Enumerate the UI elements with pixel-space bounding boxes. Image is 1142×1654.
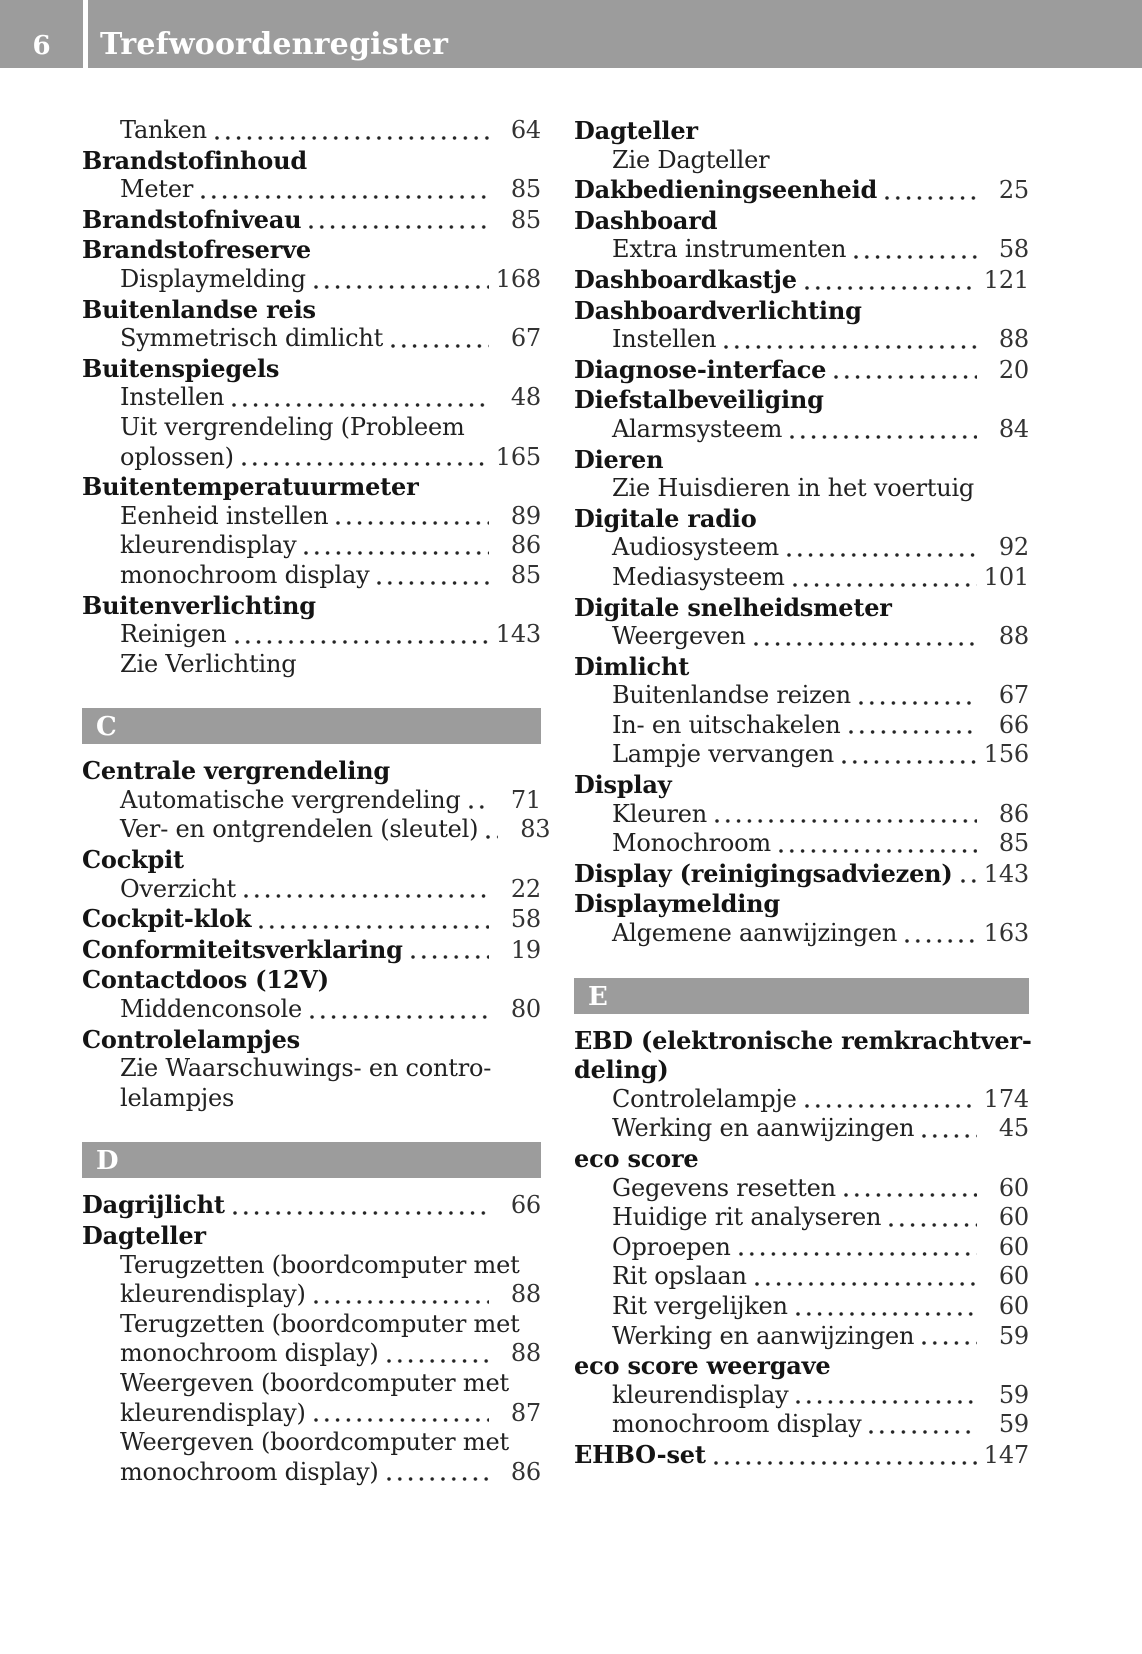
index-entry: [574, 1144, 1029, 1174]
index-entry: [574, 1322, 1029, 1352]
page-ref: 83: [520, 815, 551, 844]
index-entry: [82, 995, 541, 1025]
entry-text: Diefstalbeveiliging: [574, 385, 824, 415]
entry-text: Diagnose-interface: [574, 354, 827, 384]
entry-text: kleurendisplay): [120, 1280, 306, 1309]
page-header: [0, 0, 1142, 68]
section-letter: C: [96, 712, 117, 743]
dot-leader: [787, 553, 977, 557]
entry-text: Brandstofreserve: [82, 235, 311, 265]
index-entry: [82, 354, 541, 384]
index-entry: [574, 533, 1029, 563]
entry-text: Reinigen: [120, 620, 227, 649]
page-ref: 22: [510, 874, 541, 903]
page-ref: 60: [998, 1173, 1029, 1202]
entry-text: Oproepen: [612, 1232, 731, 1261]
index-entry: [82, 235, 541, 265]
dot-leader: [805, 286, 977, 290]
dot-leader: [232, 403, 489, 407]
entry-text: Digitale snelheidsmeter: [574, 592, 892, 622]
dot-leader: [859, 701, 977, 705]
index-entry: [574, 1025, 1032, 1056]
index-entry: [574, 1114, 1029, 1144]
entry-text: Tanken: [120, 116, 207, 144]
index-entry: [574, 1262, 1029, 1292]
dot-leader: [391, 344, 489, 348]
entry-text: Displaymelding: [120, 264, 306, 293]
entry-text: Controlelampjes: [82, 1024, 300, 1054]
index-entry: [82, 116, 541, 146]
dot-leader: [336, 521, 489, 525]
index-entry: [82, 295, 541, 325]
dot-leader: [304, 551, 489, 555]
entry-text: kleurendisplay: [612, 1380, 789, 1409]
entry-text: Centrale vergrendeling: [82, 756, 390, 786]
dot-leader: [314, 1300, 489, 1304]
index-entry: [574, 889, 1029, 919]
index-entry: [82, 935, 541, 966]
page-ref: 60: [998, 1203, 1029, 1232]
page-ref: 67: [998, 681, 1029, 710]
index-entry: [574, 563, 1029, 593]
entry-text: Dashboardkastje: [574, 264, 797, 294]
dot-leader: [793, 583, 977, 587]
dot-leader: [486, 835, 498, 839]
index-entry: [574, 1203, 1029, 1233]
entry-text: Weergeven: [612, 622, 746, 651]
page-ref: 165: [495, 442, 541, 471]
index-entry: [82, 413, 541, 443]
page-ref: 168: [495, 264, 541, 293]
entry-text: Cockpit: [82, 845, 184, 875]
index-entry: [574, 474, 1029, 504]
index-entry: [82, 1428, 541, 1458]
page-ref: 60: [998, 1291, 1029, 1320]
index-column-right: [574, 116, 1032, 1487]
dot-leader: [889, 1223, 977, 1227]
entry-text: Eenheid instellen: [120, 501, 329, 530]
dot-leader: [739, 1252, 977, 1256]
page-ref: 85: [510, 175, 541, 204]
entry-text: Buitenlandse reizen: [612, 681, 851, 710]
page-ref: 59: [998, 1321, 1029, 1350]
page-ref: 58: [510, 905, 541, 934]
page-ref: 88: [510, 1280, 541, 1309]
page-number-box: [0, 0, 83, 68]
index-entry: [574, 116, 1029, 146]
entry-text: monochroom display: [612, 1410, 862, 1439]
entry-text: Dashboard: [574, 205, 718, 235]
dot-leader: [842, 760, 977, 764]
entry-text: Display (reinigingsadviezen): [574, 858, 953, 888]
index-entry: [574, 829, 1029, 859]
index-entry: [574, 1292, 1029, 1322]
entry-text: monochroom display): [120, 1457, 379, 1486]
entry-text: Zie Verlichting: [120, 649, 297, 678]
page-ref: 85: [510, 205, 541, 234]
index-entry: [574, 681, 1029, 711]
index-entry: [82, 1369, 541, 1399]
dot-leader: [905, 939, 977, 943]
entry-text: Brandstofinhoud: [82, 145, 307, 175]
page-ref: 58: [998, 235, 1029, 264]
entry-text: Algemene aanwijzingen: [612, 919, 898, 948]
page-ref: 163: [983, 919, 1029, 948]
dot-leader: [387, 1477, 489, 1481]
entry-text: Dakbedieningseenheid: [574, 175, 878, 205]
dot-leader: [235, 640, 489, 644]
page-ref: 87: [510, 1398, 541, 1427]
page-ref: 45: [998, 1114, 1029, 1143]
index-entry: [82, 965, 541, 995]
index-entry: [574, 622, 1029, 652]
dot-leader: [779, 849, 977, 853]
index-entry: [574, 504, 1029, 534]
index-entry: [82, 472, 541, 502]
entry-text: Meter: [120, 175, 194, 204]
index-entry: [82, 1339, 541, 1369]
entry-text: EHBO-set: [574, 1439, 706, 1469]
entry-text: Display: [574, 770, 672, 800]
index-entry: [82, 786, 541, 816]
index-entry: [82, 443, 541, 473]
index-entry: [574, 235, 1029, 265]
entry-text: Rit opslaan: [612, 1262, 747, 1291]
entry-text: Terugzetten (boordcomputer met: [120, 1309, 520, 1338]
dot-leader: [754, 642, 977, 646]
index-entry: [82, 1458, 541, 1488]
entry-text: kleurendisplay: [120, 531, 297, 560]
page-ref: 88: [998, 622, 1029, 651]
index-entry: [82, 904, 541, 935]
dot-leader: [922, 1341, 977, 1345]
entry-text: In- en uitschakelen: [612, 710, 841, 739]
index-entry: [574, 1233, 1029, 1263]
entry-text: Conformiteitsverklaring: [82, 934, 403, 964]
index-entry: [574, 265, 1029, 296]
index-entry: [82, 324, 541, 354]
entry-text: EBD (elektronische remkrachtver-: [574, 1025, 1032, 1055]
dot-leader: [885, 196, 977, 200]
index-entry: [574, 770, 1029, 800]
entry-text: kleurendisplay): [120, 1398, 306, 1427]
entry-text: Buitentemperatuurmeter: [82, 472, 419, 502]
dot-leader: [796, 1312, 977, 1316]
index-entry: [574, 1085, 1029, 1115]
dot-leader: [834, 375, 977, 379]
entry-text: Dagrijlicht: [82, 1190, 225, 1220]
entry-text: Instellen: [612, 325, 717, 354]
dot-leader: [233, 1211, 489, 1215]
index-entry: [82, 265, 541, 295]
entry-text: Werking en aanwijzingen: [612, 1114, 915, 1143]
page-ref: 143: [495, 620, 541, 649]
index-entry: [82, 1251, 541, 1281]
section-letter: E: [588, 981, 608, 1012]
index-entry: [574, 740, 1029, 770]
index-entry: [574, 652, 1029, 682]
page-ref: 101: [983, 562, 1029, 591]
dot-leader: [215, 136, 489, 140]
index-entry: [82, 1221, 541, 1251]
entry-text: Brandstofniveau: [82, 204, 302, 234]
section-letter-bar: [82, 1142, 541, 1178]
entry-text: Overzicht: [120, 874, 236, 903]
index-column-left: [82, 116, 551, 1487]
entry-text: Buitenlandse reis: [82, 294, 316, 324]
page-ref: 60: [998, 1262, 1029, 1291]
entry-text: Werking en aanwijzingen: [612, 1321, 915, 1350]
entry-text: Controlelampje: [612, 1084, 797, 1113]
index-entry: [82, 845, 541, 875]
entry-text: Buitenspiegels: [82, 353, 280, 383]
dot-leader: [387, 1359, 489, 1363]
page-ref: 88: [998, 325, 1029, 354]
dot-leader: [411, 955, 489, 959]
page-ref: 59: [998, 1410, 1029, 1439]
index-entry: [82, 146, 541, 176]
page-ref: 19: [510, 935, 541, 964]
dot-leader: [869, 1430, 977, 1434]
index-entry: [574, 1440, 1029, 1471]
index-entry: [82, 1310, 541, 1340]
dot-leader: [377, 581, 489, 585]
entry-text: Lampje vervangen: [612, 740, 835, 769]
entry-text: Zie Dagteller: [612, 145, 770, 174]
section-letter-bar: [82, 708, 541, 744]
entry-text: Dieren: [574, 444, 664, 474]
entry-text: Displaymelding: [574, 889, 780, 919]
dot-leader: [310, 1015, 489, 1019]
entry-text: Rit vergelijken: [612, 1291, 788, 1320]
entry-text: eco score weergave: [574, 1351, 831, 1381]
dot-leader: [314, 1418, 489, 1422]
page-ref: 88: [510, 1339, 541, 1368]
section-letter: D: [96, 1146, 119, 1177]
dot-leader: [805, 1104, 977, 1108]
entry-text: Automatische vergrendeling: [120, 785, 461, 814]
page-title-box: [88, 0, 1142, 68]
entry-text: Gegevens resetten: [612, 1173, 836, 1202]
index-entry: [574, 1055, 1029, 1085]
dot-leader: [724, 345, 977, 349]
entry-text: Instellen: [120, 383, 225, 412]
index-entry: [82, 591, 541, 621]
dot-leader: [259, 925, 489, 929]
index-entry: [82, 502, 541, 532]
page-ref: 174: [983, 1084, 1029, 1113]
entry-text: Audiosysteem: [612, 533, 779, 562]
index-entry: [82, 205, 541, 236]
page-ref: 64: [510, 116, 541, 144]
index-entry: [574, 445, 1029, 475]
dot-leader: [244, 894, 489, 898]
dot-leader: [796, 1400, 977, 1404]
index-entry: [574, 859, 1029, 890]
page-ref: 67: [510, 324, 541, 353]
page-ref: 92: [998, 533, 1029, 562]
page-ref: 71: [510, 785, 541, 814]
index-entry: [82, 383, 541, 413]
index-entry: [574, 146, 1029, 176]
index-entry: [82, 1025, 541, 1055]
page-ref: 60: [998, 1232, 1029, 1261]
index-entry: [574, 325, 1029, 355]
index-entry: [574, 1410, 1029, 1440]
index-entry: [82, 1084, 541, 1114]
page-ref: 85: [510, 560, 541, 589]
index-entry: [82, 815, 551, 845]
entry-text: Mediasysteem: [612, 562, 785, 591]
entry-text: Digitale radio: [574, 503, 757, 533]
entry-text: Cockpit-klok: [82, 904, 252, 934]
entry-text: Alarmsysteem: [612, 414, 783, 443]
section-letter-bar: [574, 978, 1029, 1014]
index-entry: [574, 800, 1029, 830]
entry-text: Weergeven (boordcomputer met: [120, 1368, 509, 1397]
dot-leader: [790, 435, 977, 439]
entry-text: monochroom display: [120, 560, 370, 589]
page-ref: 143: [983, 859, 1029, 888]
page-ref: 147: [983, 1440, 1029, 1469]
page-number: 6: [32, 31, 51, 61]
dot-leader: [922, 1134, 977, 1138]
entry-text: Dimlicht: [574, 651, 690, 681]
dot-leader: [715, 819, 977, 823]
entry-text: Dashboardverlichting: [574, 295, 862, 325]
page-ref: 66: [510, 1191, 541, 1220]
page-ref: 84: [998, 414, 1029, 443]
entry-text: Terugzetten (boordcomputer met: [120, 1250, 520, 1279]
page-ref: 66: [998, 710, 1029, 739]
page-ref: 48: [510, 383, 541, 412]
index-entry: [82, 561, 541, 591]
dot-leader: [854, 255, 977, 259]
entry-text: eco score: [574, 1144, 699, 1173]
page-ref: 20: [998, 355, 1029, 384]
index-entry: [82, 650, 541, 680]
index-entry: [574, 593, 1029, 623]
entry-text: oplossen): [120, 442, 234, 471]
entry-text: Contactdoos (12V): [82, 965, 329, 995]
page-ref: 85: [998, 829, 1029, 858]
dot-leader: [849, 730, 977, 734]
page-ref: 86: [510, 1457, 541, 1486]
entry-text: Middenconsole: [120, 995, 303, 1024]
page-ref: 80: [510, 995, 541, 1024]
entry-text: Monochroom: [612, 829, 771, 858]
index-entry: [82, 1054, 541, 1084]
page-ref: 86: [998, 799, 1029, 828]
dot-leader: [714, 1461, 977, 1465]
entry-text: monochroom display): [120, 1339, 379, 1368]
dot-leader: [844, 1193, 977, 1197]
entry-text: lelampjes: [120, 1083, 235, 1112]
index-entry: [574, 1351, 1029, 1381]
index-entry: [574, 355, 1029, 386]
index-entry: [574, 206, 1029, 236]
index-entry: [574, 385, 1029, 415]
index-entry: [82, 175, 541, 205]
entry-text: Dagteller: [574, 116, 698, 145]
entry-text: Zie Waarschuwings- en contro-: [120, 1054, 492, 1083]
dot-leader: [314, 285, 489, 289]
dot-leader: [469, 805, 489, 809]
index-entry: [82, 1399, 541, 1429]
page-ref: 59: [998, 1380, 1029, 1409]
page-ref: 25: [998, 176, 1029, 205]
index-entry: [574, 711, 1029, 741]
page-ref: 156: [983, 740, 1029, 769]
entry-text: Kleuren: [612, 799, 707, 828]
page-ref: 86: [510, 531, 541, 560]
entry-text: Zie Huisdieren in het voertuig: [612, 474, 975, 503]
dot-leader: [961, 879, 977, 883]
index-entry: [82, 620, 541, 650]
entry-text: Dagteller: [82, 1221, 206, 1250]
dot-leader: [755, 1282, 977, 1286]
index-entry: [82, 1190, 541, 1221]
entry-text: Huidige rit analyseren: [612, 1203, 882, 1232]
dot-leader: [309, 225, 489, 229]
page-ref: 89: [510, 501, 541, 530]
entry-text: Uit vergrendeling (Probleem: [120, 412, 465, 441]
index-columns: [0, 116, 1142, 1487]
entry-text: Ver- en ontgrendelen (sleutel): [120, 815, 479, 844]
entry-text: deling): [574, 1055, 669, 1085]
index-entry: [82, 531, 541, 561]
page-ref: 121: [983, 265, 1029, 294]
index-entry: [574, 296, 1029, 326]
index-entry: [574, 1381, 1029, 1411]
index-entry: [574, 175, 1029, 206]
entry-text: Buitenverlichting: [82, 590, 316, 620]
index-entry: [82, 875, 541, 905]
index-entry: [574, 919, 1029, 949]
entry-text: Weergeven (boordcomputer met: [120, 1428, 509, 1457]
entry-text: Extra instrumenten: [612, 235, 847, 264]
dot-leader: [242, 462, 489, 466]
index-entry: [82, 1280, 541, 1310]
dot-leader: [201, 195, 489, 199]
index-entry: [574, 1174, 1029, 1204]
index-entry: [574, 415, 1029, 445]
entry-text: Symmetrisch dimlicht: [120, 324, 384, 353]
index-entry: [82, 756, 541, 786]
page-title: Trefwoordenregister: [100, 27, 449, 62]
